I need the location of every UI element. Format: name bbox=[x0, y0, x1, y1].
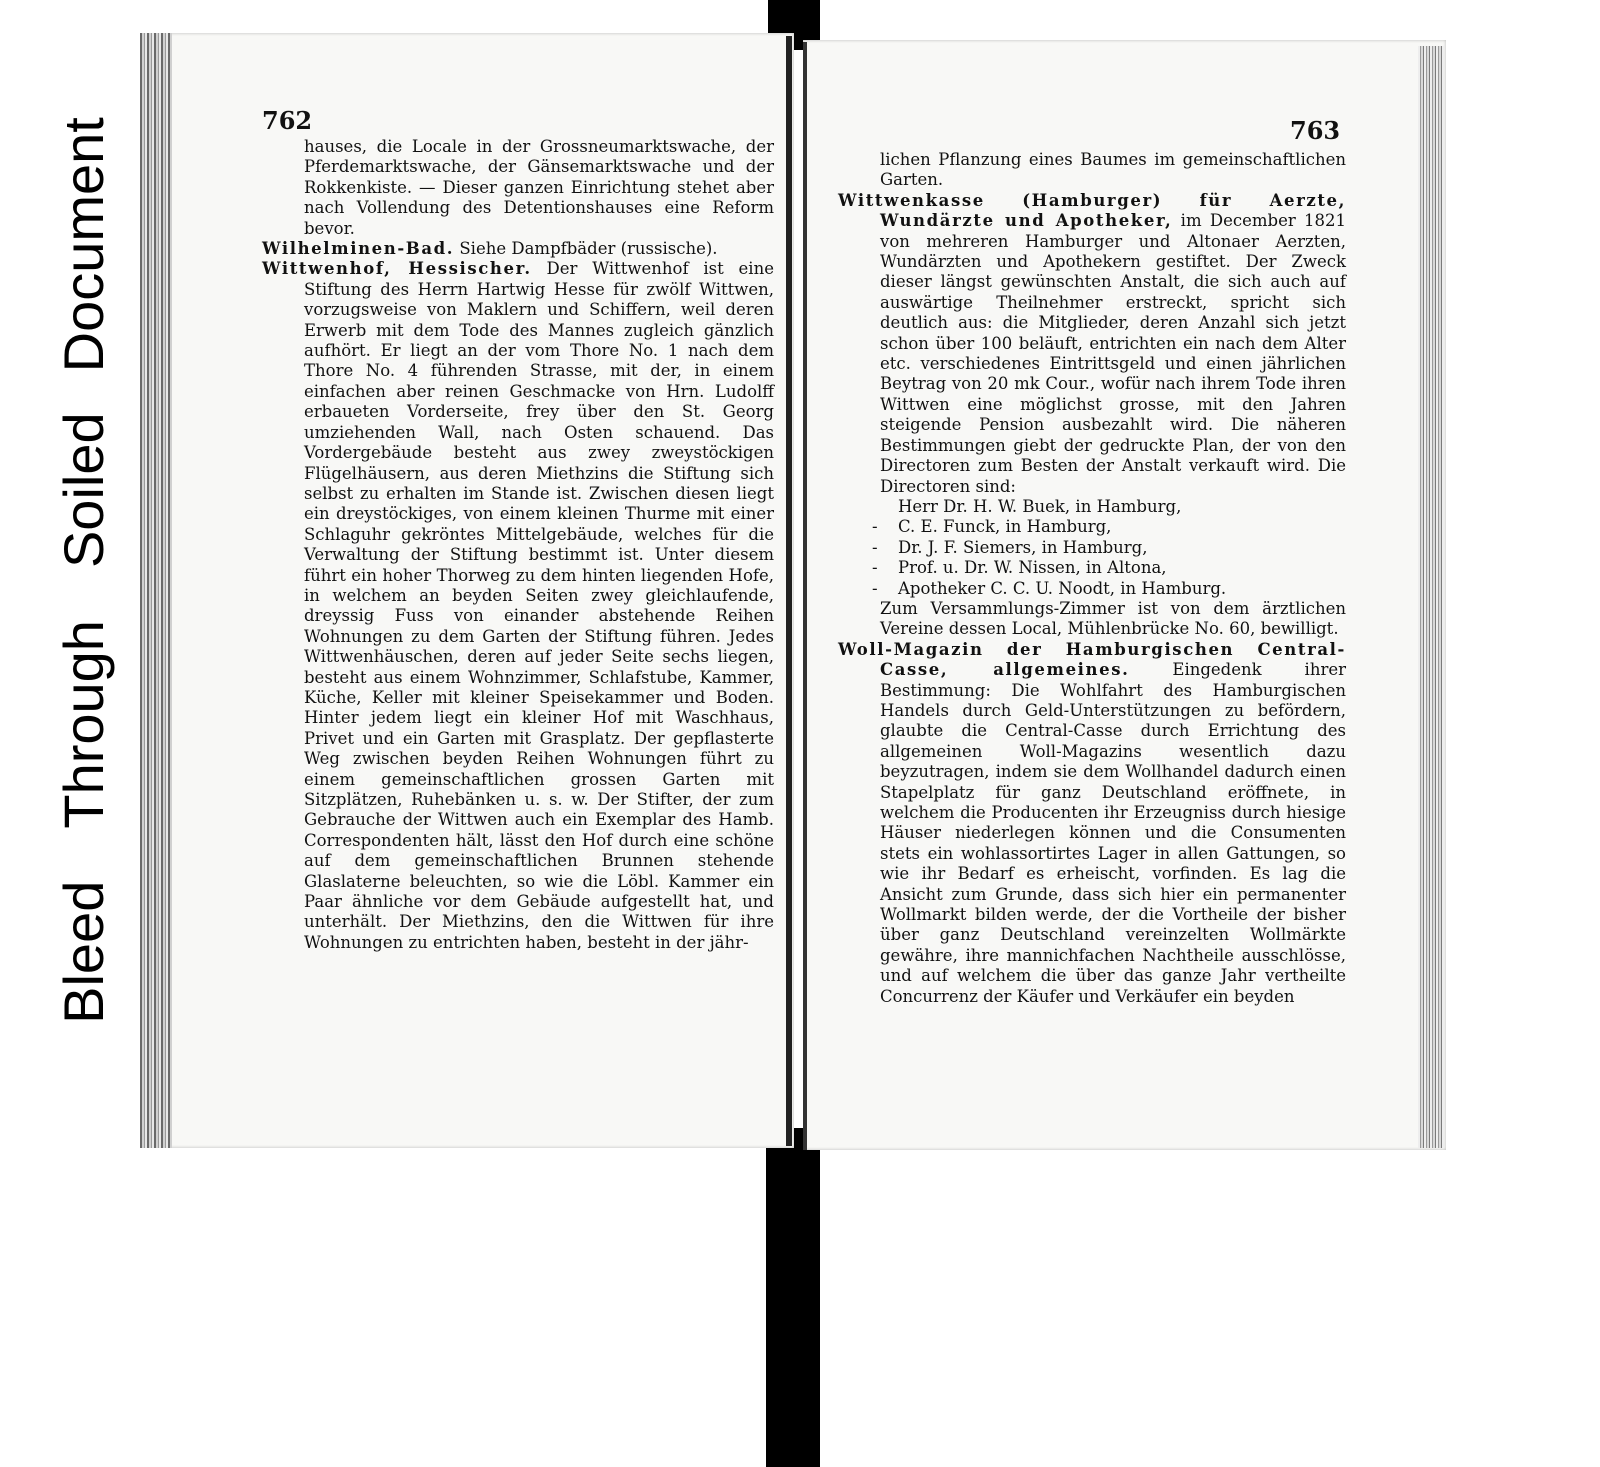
overlay-word-through: Through bbox=[51, 619, 115, 829]
director-item: - Dr. J. F. Siemers, in Hamburg, bbox=[872, 537, 1148, 557]
entry-body: Der Wittwenhof ist eine Stiftung des Herrn Hartwig Hesse für zwölf Wittwen, vorzugsweise von Maklern und Schiffern, weil deren Erwerb mit dem Tode des Mannes zugleich gänzlich aufhört. Er liegt an der vom Thore No. 1 nach dem Thore No. 4 führenden Strasse, mit der, in einem einfachen aber reinen Geschmacke von Hrn. Ludolff erbaueten Vorderseite, frey über den St. Georg umziehenden Wall, nach Osten schauend. Das Vordergebäude besteht aus zwey zweystöckigen Flügelhäusern, aus deren Miethzins die Stiftung sich selbst zu erhalten im Stande ist. Zwischen diesen liegt ein dreystöckiges, von einem kleinen Thurme mit einer Schlaguhr gekröntes Mittelgebäude, welches für die Verwaltung der Stiftung bestimmt ist. Unter diesem führt ein hoher Thorweg zu dem hinten liegenden Hofe, in welchem an beyden Seiten zwey gleichlaufende, dreyssig Fuss von einander abstehende Reihen Wohnungen zu dem Garten der Stiftung führen. Jedes Wittwenhäuschen, deren auf jeder Seite sechs liegen, besteht aus einem Wohnzimmer, Schlafstube, Kammer, Küche, Keller mit kleiner Speisekammer und Boden. Hinter jedem liegt ein kleiner Hof mit Waschhaus, Privet und ein Garten mit Grasplatz. Der gepflasterte Weg zwischen beyden Reihen Wohnungen führt zu einem gemeinschaftlichen grossen Garten mit Sitzplätzen, Ruhebänken u. s. w. Der Stifter, der zum Gebrauche der Wittwen auch ein Exemplar des Hamb. Correspondenten hält, lässt den Hof durch eine schöne auf dem gemeinschaftlichen Brunnen stehende Glaslaterne beleuchten, so wie die Löbl. Kammer ein Paar ähnliche vor dem Gebäude aufgestellt hat, und unterhält. Der Miethzins, den die Wittwen für ihre Wohnungen zu entrichten haben, besteht in der jähr- bbox=[304, 259, 774, 952]
right-page-number: 763 bbox=[1290, 116, 1341, 145]
entry-heading: Wittwenkasse (Hamburger) für Aerzte, Wundärzte und Apotheker, bbox=[838, 190, 1346, 231]
left-page-number: 762 bbox=[262, 106, 313, 135]
directors-list bbox=[838, 497, 1346, 599]
entry-woll-magazin bbox=[838, 640, 1346, 1007]
director-item: - Apotheker C. C. U. Noodt, in Hamburg. bbox=[872, 578, 1227, 598]
entry-body: Siehe Dampfbäder (russische). bbox=[459, 239, 718, 259]
right-page-edge bbox=[1418, 46, 1444, 1148]
entry-body: Eingedenk ihrer Bestimmung: Die Wohlfahrt des Hamburgischen Handels durch Geld-Unterstützungen zu befördern, glaubte die Central-Casse durch Errichtung des allgemeinen Woll-Magazins wesentlich dazu beyzutragen, indem sie dem Wollhandel dadurch einen Stapelplatz für ganz Deutschland eröffnete, in welchem die Producenten ihr Erzeugniss durch hiesige Häuser niederlegen können und die Consumenten stets ein wohlassortirtes Lager in allen Gattungen, so wie ihr Bedarf es erheischt, vorfinden. Es lag die Ansicht zum Grunde, dass sich hier ein permanenter Wollmarkt bilden werde, der die Vortheile der bisher über ganz Deutschland vereinzelten Wollmärkte gewähre, ihre mannichfachen Nachtheile ausschlösse, und auf welchem die über das ganze Jahr vertheilte Concurrenz der Käufer und Verkäufer ein beyden bbox=[880, 660, 1346, 1006]
entry-wittwenhof bbox=[262, 259, 774, 953]
left-continuation-text: hauses, die Locale in der Grossneumarktswache, der Pferdemarktswache, der Gänsemarktswache und der Rokkenkiste. — Dieser ganzen Einrichtung stehet aber nach Vollendung des Detentionshauses eine Reform bevor. bbox=[304, 137, 774, 238]
entry-heading: Wittwenhof, Hessischer. bbox=[262, 259, 532, 279]
left-gutter bbox=[786, 36, 792, 1146]
left-page-edge bbox=[140, 33, 172, 1148]
right-continuation-text: lichen Pflanzung eines Baumes im gemeinschaftlichen Garten. bbox=[880, 150, 1346, 190]
overlay-word-document: Document bbox=[51, 116, 115, 372]
overlay-word-bleed: Bleed bbox=[51, 880, 115, 1024]
entry-wilhelminen-bad bbox=[262, 239, 774, 259]
director-item: - C. E. Funck, in Hamburg, bbox=[872, 517, 1112, 537]
entry-wittwenkasse bbox=[838, 191, 1346, 497]
left-text-column bbox=[262, 137, 774, 953]
director-item: Herr Dr. H. W. Buek, in Hamburg, bbox=[898, 496, 1182, 516]
binding-clip-bottom bbox=[766, 1128, 820, 1467]
entry-heading: Wilhelminen-Bad. bbox=[262, 239, 455, 259]
overlay-word-soiled: Soiled bbox=[51, 411, 115, 568]
right-text-column bbox=[838, 150, 1346, 1007]
director-item: - Prof. u. Dr. W. Nissen, in Altona, bbox=[872, 558, 1167, 578]
entry-heading: Woll-Magazin der Hamburgischen Central-Casse, allgemeines. bbox=[838, 639, 1346, 680]
meeting-room-text: Zum Versammlungs-Zimmer ist von dem ärztlichen Vereine dessen Local, Mühlenbrücke No. 60, bewilligt. bbox=[880, 598, 1346, 639]
right-gutter bbox=[803, 42, 807, 1150]
entry-body: im December 1821 von mehreren Hamburger und Altonaer Aerzten, Wundärzten und Apothekern gestiftet. Der Zweck dieser längst gewünschten Anstalt, die sich auch auf auswärtige Theilnehmer erstreckt, spricht sich deutlich aus: die Mitglieder, deren Anzahl sich jetzt schon über 100 beläuft, entrichten ein nach dem Alter etc. verschiedenes Eintrittsgeld und einen jährlichen Beytrag von 20 mk Cour., wofür nach ihrem Tode ihren Wittwen eine möglichst grosse, mit den Jahren steigende Pension ausbezahlt wird. Die näheren Bestimmungen giebt der gedruckte Plan, der von den Directoren zum Besten der Anstalt verkauft wird. Die Directoren sind: bbox=[880, 211, 1347, 496]
overlay-label bbox=[48, 70, 118, 1070]
